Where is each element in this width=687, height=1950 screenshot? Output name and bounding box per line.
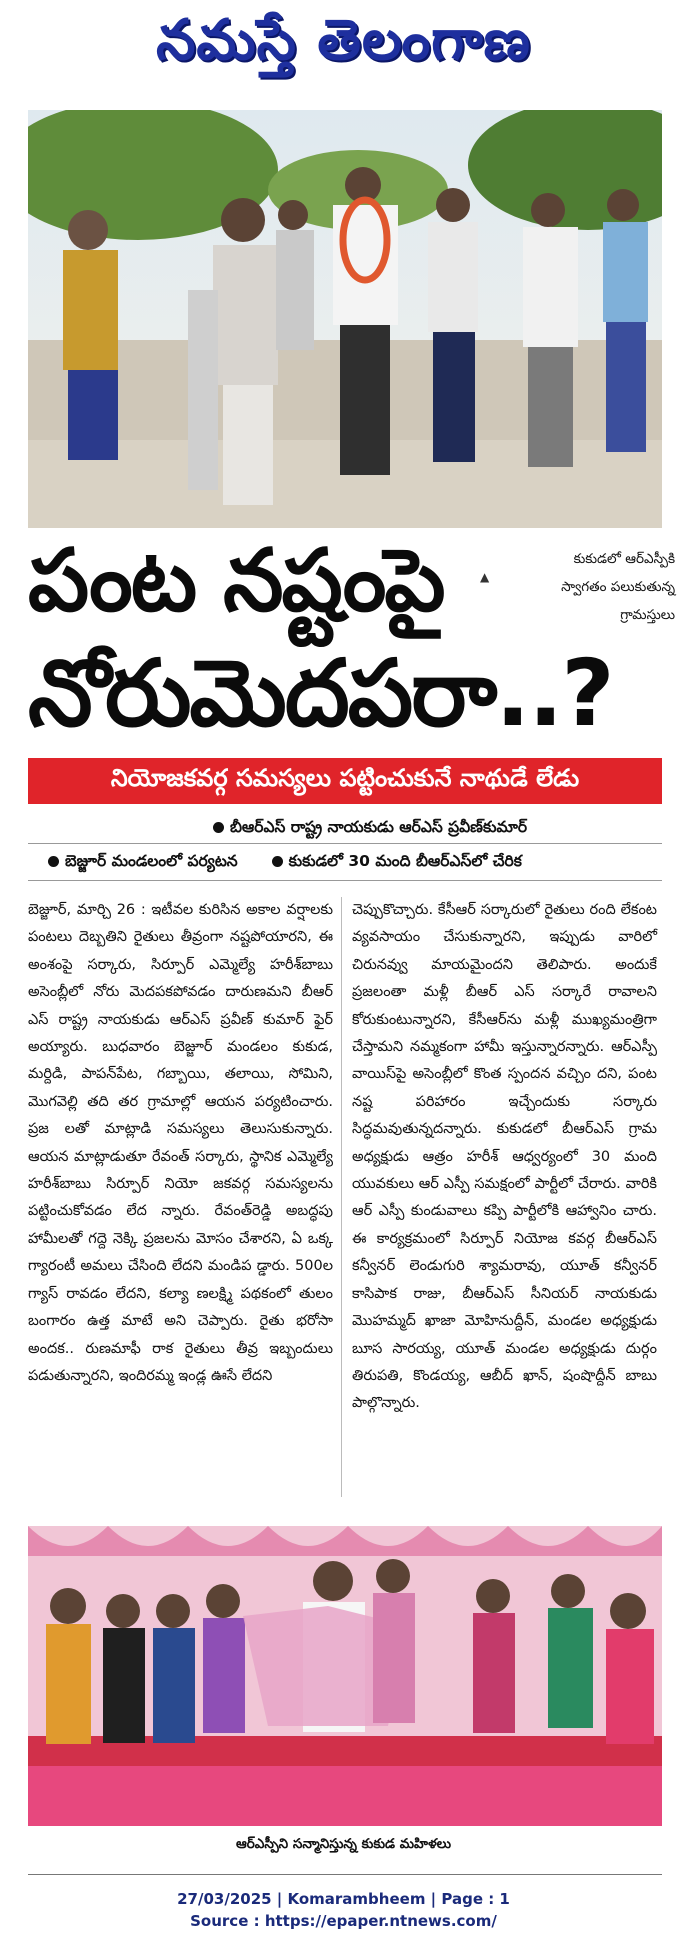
footer-source: Source : https://epaper.ntnews.com/ xyxy=(190,1912,497,1930)
divider xyxy=(28,843,662,844)
column-divider xyxy=(341,897,342,1497)
subhead-point-2-text: కుకుడలో 30 మంది బీఆర్‌ఎస్‌లో చేరిక xyxy=(288,852,522,870)
byline-text: బీఆర్‌ఎస్‌ రాష్ట్ర నాయకుడు ఆర్‌ఎస్‌ ప్రవీణ్‌కుమార్‌ xyxy=(229,818,528,836)
masthead-title: నమస్తే తెలంగాణ xyxy=(156,8,531,73)
top-photo-illustration xyxy=(28,110,662,528)
byline xyxy=(140,818,600,840)
subhead-point-1-text: బెజ్జూర్‌ మండలంలో పర్యటన xyxy=(65,852,238,870)
caption-line: కుకుడలో ఆర్‌ఎస్పీకి xyxy=(573,551,675,567)
caption-line: స్వాగతం పలుకుతున్న xyxy=(561,579,675,595)
masthead xyxy=(0,0,687,95)
headline-line-2: నోరుమెదపరా..? xyxy=(28,640,613,747)
caption-line: గ్రామస్తులు xyxy=(620,607,675,623)
headline-line-1: పంట నష్టంపై xyxy=(28,531,444,631)
article-column-right: చెప్పుకొచ్చారు. కేసీఆర్‌ సర్కారులో రైతులు రంది లేకంట వ్యవసాయం చేసుకున్నారని, ఇప్పుడు వారిలో చిరునవ్వు మాయమైందని తెలిపారు. అందుకే ప్రజలంతా మళ్లీ బీఆర్‌ ఎస్‌ సర్కారే రావాలని కోరుకుంటున్నారని, కేసీఆర్‌ను మళ్లీ ముఖ్యమంత్రిగా చేస్తామని నమ్మకంగా హామీ ఇస్తున్నారన్నారు. ఆర్‌ఎస్పీ వాయిస్‌పై అసెంబ్లీలో కొంత స్పందన వచ్చిం దని, పంట నష్ట పరిహారం ఇచ్చేందుకు సర్కారు సిద్ధమవుతున్నదన్నారు. కుకుడలో బీఆర్‌ఎస్‌ గ్రామ అధ్యక్షుడు ఆత్రం హరీశ్‌ ఆధ్వర్యంలో 30 మంది యువకులు ఆర్‌ ఎస్పీ సమక్షంలో పార్టీలో చేరారు. వారికి ఆర్‌ ఎస్పీ కుండువాలు కప్పి పార్టీలోకి ఆహ్వానిం చారు. ఈ కార్యక్రమంలో సిర్పూర్‌ నియోజ కవర్గ బీఆర్‌ఎస్‌ కన్వీనర్‌ లెండుగురి శ్యామరావు, యూత్‌ కన్వీనర్‌ కాసిపాక రాజు, బీఆర్‌ఎస్‌ సీనియర్‌ నాయకుడు మొహమ్మద్‌ ఖాజా మోహినుద్దీన్‌, మండల అధ్యక్షుడు బూస సారయ్య, యూత్‌ మండల అధ్యక్షుడు దుర్గం తిరుపతి, కొండయ్య, ఆబీద్‌ ఖాన్‌, షంషొద్దీన్‌ బాబు పాల్గొన్నారు. xyxy=(352,902,657,1412)
footer-meta: 27/03/2025 | Komarambheem | Page : 1 xyxy=(177,1890,510,1908)
footer-divider xyxy=(28,1874,662,1875)
bullet-icon xyxy=(48,856,59,867)
red-banner: నియోజకవర్గ సమస్యలు పట్టించుకునే నాథుడే లేడు xyxy=(28,758,662,804)
subhead-point-1 xyxy=(48,852,238,874)
bottom-photo-illustration xyxy=(28,1526,662,1826)
bullet-icon xyxy=(213,822,224,833)
bottom-photo xyxy=(28,1526,662,1826)
divider xyxy=(28,880,662,881)
subhead-point-2 xyxy=(272,852,522,874)
bottom-photo-caption: ఆర్‌ఎస్పీని సన్మానిస్తున్న కుకుడ మహిళలు xyxy=(235,1836,452,1852)
caption-arrow-icon: ▲ xyxy=(480,570,490,584)
subhead-points xyxy=(48,852,668,874)
bullet-icon xyxy=(272,856,283,867)
top-photo xyxy=(28,110,662,528)
article-column-left: బెజ్జూర్‌, మార్చి 26 : ఇటీవల కురిసిన అకాల వర్షాలకు పంటలు దెబ్బతిని రైతులు తీవ్రంగా నష్టపోయారని, ఈ అంశంపై సర్కారు, సిర్పూర్‌ ఎమ్మెల్యే హరీశ్‌బాబు అసెంబ్లీలో నోరు మెదపకపోవడం దారుణమని బీఆర్‌ ఎస్‌ రాష్ట్ర నాయకుడు ఆర్‌ఎస్‌ ప్రవీణ్‌ కుమార్‌ ఫైర్‌ అయ్యారు. బుధవారం బెజ్జూర్‌ మండలం కుకుడ, మర్దిడి, పాపన్‌పేట, గబ్బాయి, తలాయి, సోమిని, మొగవెల్లి తది తర గ్రామాల్లో ఆయన పర్యటించారు. ప్రజ లతో మాట్లాడి సమస్యలు తెలుసుకున్నారు. ఆయన మాట్లాడుతూ రేవంత్‌ సర్కారు, స్థానిక ఎమ్మెల్యే హరీశ్‌బాబు సిర్పూర్‌ నియో జకవర్గ సమస్యలను పట్టించుకోవడం లేద న్నారు. రేవంత్‌రెడ్డి అబద్ధపు హామీలతో గద్దె నెక్కి ప్రజలను మోసం చేశారని, ఏ ఒక్క గ్యారంటీ అమలు చేసింది లేదని మండిప డ్డారు. 500ల గ్యాస్‌ రావడం లేదని, కల్యా ణలక్ష్మి పథకంలో తులం బంగారం ఉత్త మాటే అని చెప్పారు. రైతు భరోసా అందక.. రుణమాఫీ రాక రైతులు తీవ్ర ఇబ్బందులు పడుతున్నారని, ఇందిరమ్మ ఇండ్ల ఊసే లేదని xyxy=(28,902,333,1384)
